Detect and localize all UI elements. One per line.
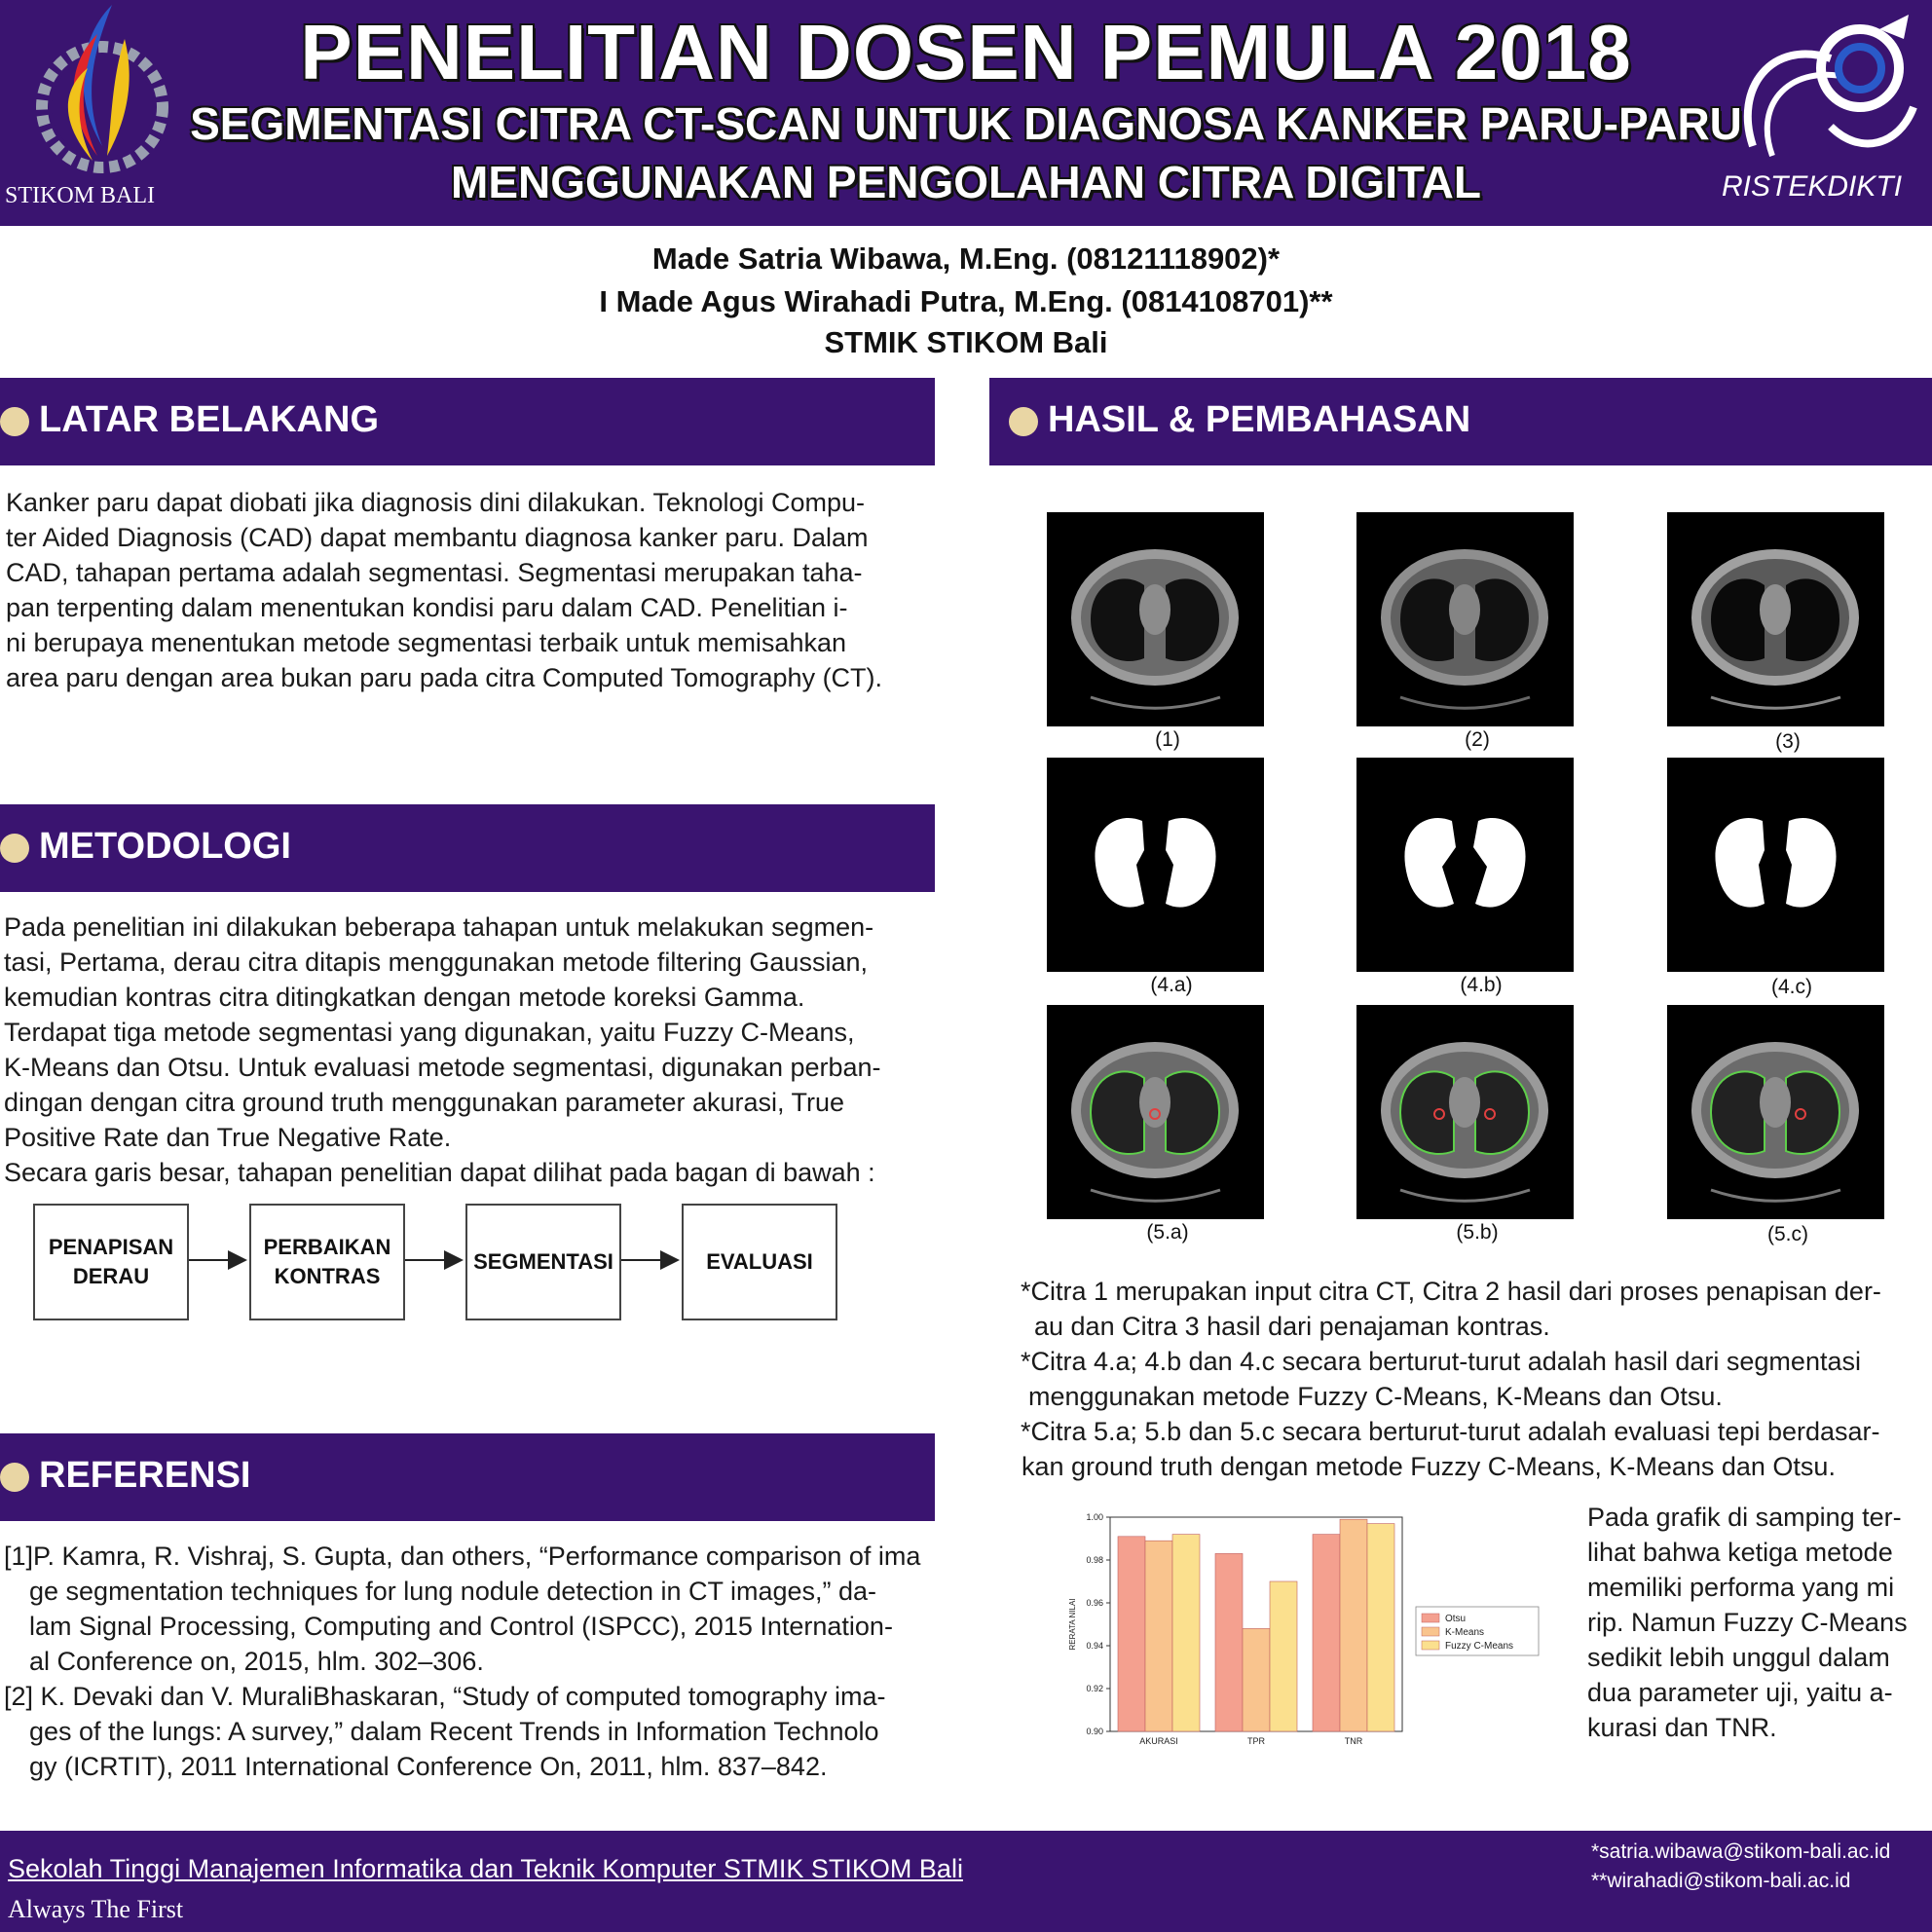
text-line: dingan dengan citra ground truth menggunakan parameter akurasi, True [4,1088,845,1117]
ct-caption: (2) [1465,728,1490,751]
legend-entry: Otsu [1445,1614,1467,1624]
author-affiliation: STMIK STIKOM Bali [824,325,1108,359]
text-line: kurasi dan TNR. [1587,1713,1777,1742]
poster-subtitle-line2: MENGGUNAKAN PENGOLAHAN CITRA DIGITAL [451,157,1481,207]
text-line: rip. Namun Fuzzy C-Means [1587,1608,1908,1637]
flow-step-label: EVALUASI [706,1249,813,1274]
logo-right-text: RISTEKDIKTI [1722,170,1903,203]
y-tick-label: 0.94 [1086,1641,1103,1651]
ct-image-1 [1047,512,1264,726]
section-header-metodologi [0,804,935,892]
text-line: Terdapat tiga metode segmentasi yang digunakan, yaitu Fuzzy C-Means, [4,1018,855,1047]
ct-caption: (4.b) [1460,974,1503,996]
note-line: *Citra 1 merupakan input citra CT, Citra 2 hasil dari proses penapisan der- [1021,1277,1881,1306]
text-line: Positive Rate dan True Negative Rate. [4,1123,452,1152]
x-tick-label: TNR [1344,1736,1363,1746]
text-line: area paru dengan area bukan paru pada citra Computed Tomography (CT). [6,663,883,692]
section-header-referensi [0,1433,935,1521]
flow-step-label: PERBAIKAN [263,1235,391,1259]
logo-left-text: STIKOM BALI [5,183,155,208]
footer-tagline: Always The First [8,1895,184,1923]
text-line: memiliki performa yang mi [1587,1573,1895,1602]
ct-caption: (1) [1155,728,1180,751]
x-tick-label: AKURASI [1139,1736,1178,1746]
bar [1367,1524,1394,1731]
reference-line: al Conference on, 2015, hlm. 302–306. [29,1647,484,1676]
reference-line: [2] K. Devaki dan V. MuraliBhaskaran, “Study of computed tomography ima- [4,1682,886,1711]
note-line: *Citra 4.a; 4.b dan 4.c secara berturut-turut adalah hasil dari segmentasi [1021,1347,1861,1376]
bar [1145,1541,1172,1731]
legend-entry: Fuzzy C-Means [1445,1641,1514,1652]
text-line: ni berupaya menentukan metode segmentasi terbaik untuk memisahkan [6,628,846,657]
note-line: menggunakan metode Fuzzy C-Means, K-Means dan Otsu. [1028,1382,1723,1411]
text-line: Pada penelitian ini dilakukan beberapa tahapan untuk melakukan segmen- [4,912,874,942]
y-tick-label: 0.96 [1086,1598,1103,1608]
text-line: dua parameter uji, yaitu a- [1587,1678,1893,1707]
flow-step-label: SEGMENTASI [473,1249,613,1274]
text-line: pan terpenting dalam menentukan kondisi paru dalam CAD. Penelitian i- [6,593,848,622]
bar [1270,1581,1297,1731]
text-line: ter Aided Diagnosis (CAD) dapat membantu diagnosa kanker paru. Dalam [6,523,869,552]
edge-evaluation-5b [1356,1005,1574,1219]
bar [1215,1553,1243,1731]
author-1: Made Satria Wibawa, M.Eng. (08121118902)* [651,242,1281,276]
text-line: Pada grafik di samping ter- [1587,1503,1902,1532]
text-line: kemudian kontras citra ditingkatkan dengan metode koreksi Gamma. [4,983,805,1012]
text-line: CAD, tahapan pertama adalah segmentasi. Segmentasi merupakan taha- [6,558,863,587]
author-2: I Made Agus Wirahadi Putra, M.Eng. (0814108701)** [599,284,1333,318]
bullet-dot-icon [0,1463,29,1492]
metodologi-text [4,910,931,1190]
section-title: HASIL & PEMBAHASAN [1048,399,1471,440]
segmentation-mask-4a [1047,758,1264,972]
ct-caption: (3) [1775,730,1801,753]
y-tick-label: 1.00 [1086,1512,1103,1522]
edge-evaluation-5a [1047,1005,1264,1219]
ct-caption: (5.b) [1456,1221,1499,1244]
ct-caption: (4.a) [1150,974,1193,996]
text-line: K-Means dan Otsu. Untuk evaluasi metode segmentasi, digunakan perban- [4,1053,881,1082]
footer-institution: Sekolah Tinggi Manajemen Informatika dan Teknik Komputer STMIK STIKOM Bali [8,1854,963,1883]
referensi-list [4,1539,931,1784]
reference-line: ges of the lungs: A survey,” dalam Recent Trends in Information Technolo [29,1717,879,1746]
text-line: Secara garis besar, tahapan penelitian dapat dilihat pada bagan di bawah : [4,1158,875,1187]
bar [1243,1628,1270,1731]
reference-line: gy (ICRTIT), 2011 International Conference On, 2011, hlm. 837–842. [29,1752,828,1781]
poster-subtitle-line1: SEGMENTASI CITRA CT-SCAN UNTUK DIAGNOSA KANKER PARU-PARU [190,98,1742,149]
flow-arrows [0,1246,935,1276]
footer-email-1: *satria.wibawa@stikom-bali.ac.id [1591,1840,1891,1863]
bar [1118,1537,1145,1731]
bar [1340,1519,1367,1731]
ct-caption: (5.a) [1146,1221,1189,1244]
x-tick-label: TPR [1247,1736,1265,1746]
bullet-dot-icon [1009,407,1038,436]
y-tick-label: 0.90 [1086,1727,1103,1736]
section-title: LATAR BELAKANG [39,399,379,440]
bar [1313,1535,1340,1731]
legend-swatch [1422,1641,1439,1650]
reference-line: ge segmentation techniques for lung nodule detection in CT images,” da- [29,1577,877,1606]
flow-step-label: PENAPISAN [48,1235,174,1259]
note-line: kan ground truth dengan metode Fuzzy C-Means, K-Means dan Otsu. [1022,1452,1836,1481]
segmentation-mask-4c [1667,758,1884,972]
section-header-hasil-pembahasan [989,378,1932,465]
latar-belakang-text [6,485,931,695]
reference-line: lam Signal Processing, Computing and Control (ISPCC), 2015 Internation- [29,1612,893,1641]
y-tick-label: 0.98 [1086,1555,1103,1565]
text-line: sedikit lebih unggul dalam [1587,1643,1890,1672]
ct-caption: (4.c) [1771,976,1812,998]
y-tick-label: 0.92 [1086,1684,1103,1693]
footer-banner [0,1831,1932,1932]
footer-email-2: **wirahadi@stikom-bali.ac.id [1591,1870,1851,1892]
ct-image-3 [1667,512,1884,726]
edge-evaluation-5c [1667,1005,1884,1219]
ristekdikti-logo [1714,10,1928,209]
legend-swatch [1422,1627,1439,1636]
chart-discussion-text [1587,1500,1928,1745]
note-line: au dan Citra 3 hasil dari penajaman kontras. [1034,1312,1550,1341]
text-line: Kanker paru dapat diobati jika diagnosis dini dilakukan. Teknologi Compu- [6,488,866,517]
bar [1172,1535,1200,1731]
header-banner [0,0,1932,226]
ct-image-2 [1356,512,1574,726]
text-line: tasi, Pertama, derau citra ditapis menggunakan metode filtering Gaussian, [4,947,868,977]
bullet-dot-icon [0,834,29,863]
flow-step-label: DERAU [72,1264,150,1288]
performance-bar-chart [1061,1511,1587,1761]
poster-title: PENELITIAN DOSEN PEMULA 2018 [300,9,1632,95]
legend-swatch [1422,1614,1439,1622]
text-line: lihat bahwa ketiga metode [1587,1538,1893,1567]
y-axis-label: RERATA NILAI [1068,1598,1077,1651]
segmentation-mask-4b [1356,758,1574,972]
flow-step-label: KONTRAS [274,1264,381,1288]
note-line: *Citra 5.a; 5.b dan 5.c secara berturut-turut adalah evaluasi tepi berdasar- [1021,1417,1880,1446]
ct-caption: (5.c) [1767,1223,1808,1245]
section-title: REFERENSI [39,1455,251,1496]
hasil-notes [1021,1274,1926,1484]
reference-line: [1]P. Kamra, R. Vishraj, S. Gupta, dan others, “Performance comparison of ima [4,1542,921,1571]
section-header-latar-belakang [0,378,935,465]
section-title: METODOLOGI [39,826,291,867]
legend-entry: K-Means [1445,1627,1485,1638]
bullet-dot-icon [0,407,29,436]
